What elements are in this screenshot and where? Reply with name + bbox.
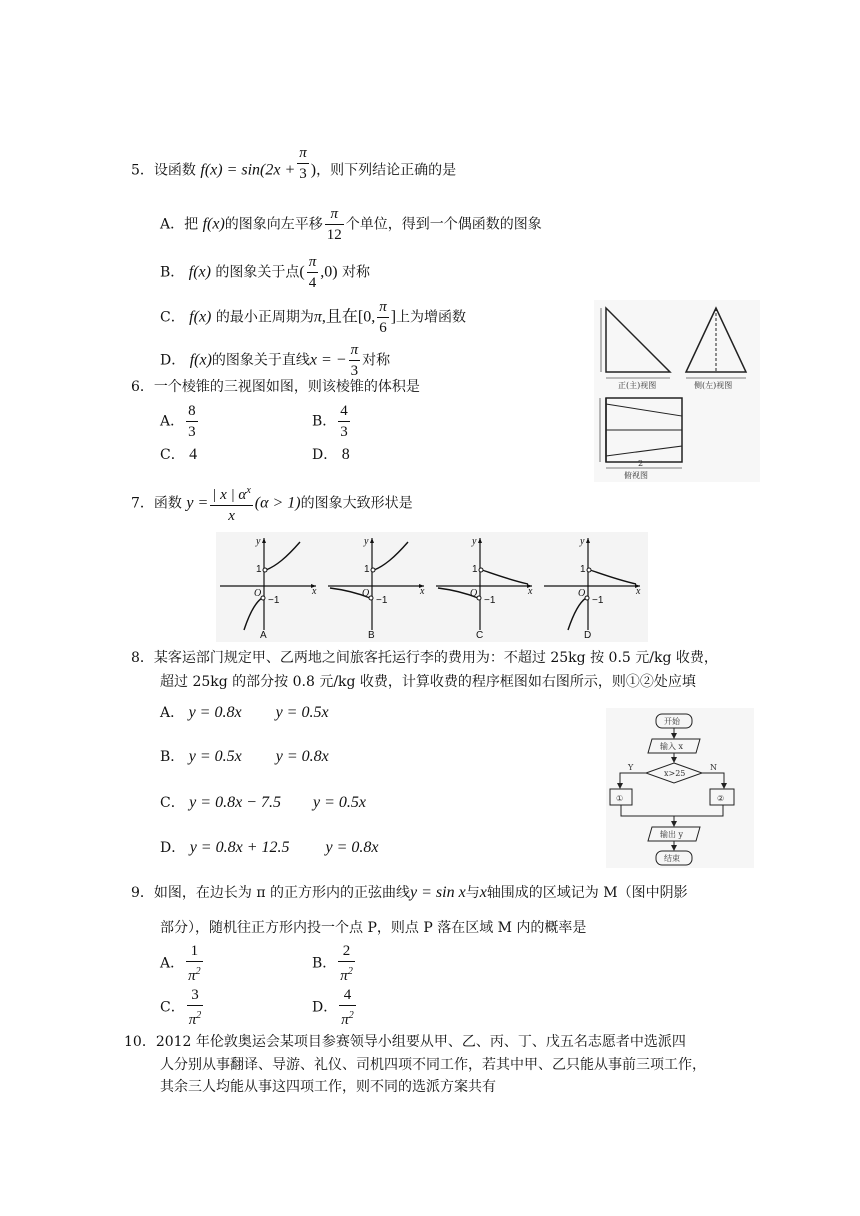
q5-option-a: A．把 f(x)的图象向左平移 $\frac{\pi}{12}$ 个单位，得到一个偶函数的图象 (160, 206, 542, 243)
q6-option-d: D． 8 (312, 446, 350, 463)
q9-option-b: B． $\frac{2}{\pi^2}$ (312, 943, 353, 984)
q5-option-b: B． f(x) 的图象关于点( $\frac{\pi}{4}$ ,0) 对称 (160, 254, 371, 291)
q8-line2: 超过 25kg 的部分按 0.8 元/kg 收费，计算收费的程序框图如右图所示，则①②处应填 (160, 674, 696, 690)
svg-text:2: 2 (638, 459, 644, 468)
svg-text:O: O (362, 588, 370, 599)
svg-text:C: C (476, 630, 484, 641)
q10-line2: 人分别从事翻译、导游、礼仪、司机四项不同工作，若其中甲、乙只能从事前三项工作， (160, 1057, 706, 1073)
q9-line1: 9．如图，在边长为 π 的正方形内的正弦曲线y = sin x与x轴围成的区域记为 M（图中阴影 (131, 884, 688, 901)
q5-fraction: $\frac{\pi}{3}$ (299, 145, 307, 182)
q6-stem: 6．一个棱锥的三视图如图，则该棱锥的体积是 (131, 379, 420, 395)
q8-number: 8． (131, 650, 154, 666)
svg-text:O: O (254, 588, 262, 599)
svg-text:y: y (256, 536, 261, 547)
svg-text:−1: −1 (592, 595, 604, 606)
svg-text:−1: −1 (484, 595, 496, 606)
flowchart (606, 708, 754, 868)
svg-text:结束: 结束 (664, 854, 680, 863)
q7-number: 7． (131, 495, 154, 512)
svg-text:y: y (580, 536, 585, 547)
q10-line3: 其余三人均能从事这四项工作，则不同的选派方案共有 (160, 1079, 496, 1095)
q9-option-c: C． $\frac{3}{\pi^2}$ (160, 987, 202, 1028)
svg-text:−1: −1 (268, 595, 280, 606)
svg-text:1: 1 (364, 564, 370, 575)
q6-option-c: C． 4 (160, 446, 198, 463)
q5-function: f(x) = sin(2x + (200, 161, 296, 179)
svg-text:x>25: x>25 (664, 769, 686, 778)
q5-option-c: C． f(x) 的最小正周期为π,且在[0, $\frac{\pi}{6}$ ]上为增函数 (160, 299, 467, 336)
svg-text:Y: Y (628, 763, 634, 772)
svg-text:1: 1 (580, 564, 586, 575)
q7-graphs (216, 532, 648, 642)
svg-text:①: ① (616, 794, 624, 803)
q6-option-b: B． $\frac{4}{3}$ (312, 403, 348, 440)
svg-text:开始: 开始 (664, 717, 680, 726)
q5-stem: 5．设函数 f(x) = sin(2x + $\frac{\pi}{3}$ )，则下列结论正确的是 (131, 145, 457, 182)
q7-stem: 7．函数 y = $\frac{| x | \alpha^x}{x}$ (α > 1)的图象大致形状是 (131, 482, 413, 525)
q5-option-d: D． f(x)的图象关于直线x = − $\frac{\pi}{3}$ 对称 (160, 342, 391, 379)
svg-text:x: x (312, 586, 317, 597)
q9-line2: 部分），随机往正方形内投一个点 P，则点 P 落在区域 M 内的概率是 (160, 920, 587, 936)
svg-text:y: y (472, 536, 477, 547)
svg-text:x: x (528, 586, 533, 597)
svg-text:x: x (636, 586, 641, 597)
q8-option-a: A． y = 0.8x y = 0.5x (160, 704, 329, 721)
svg-text:B: B (368, 630, 375, 641)
q5-number: 5． (131, 162, 154, 179)
q8-option-c: C． y = 0.8x − 7.5 y = 0.5x (160, 794, 366, 811)
svg-text:O: O (470, 588, 478, 599)
svg-text:正(主)视图: 正(主)视图 (618, 381, 657, 390)
svg-text:1: 1 (256, 564, 262, 575)
svg-text:②: ② (717, 794, 725, 803)
svg-text:N: N (710, 763, 717, 772)
q8-line1: 8．某客运部门规定甲、乙两地之间旅客托运行李的费用为：不超过 25kg 按 0.5 元/kg 收费， (131, 650, 718, 666)
svg-text:输出 y: 输出 y (660, 830, 684, 839)
q10-number: 10． (124, 1034, 156, 1050)
q9-number: 9． (131, 885, 154, 901)
svg-text:1: 1 (472, 564, 478, 575)
svg-text:D: D (584, 630, 592, 641)
q10-line1: 10．2012 年伦敦奥运会某项目参赛领导小组要从甲、乙、丙、丁、戊五名志愿者中选派四 (124, 1034, 686, 1050)
svg-text:O: O (578, 588, 586, 599)
q9-option-a: A． $\frac{1}{\pi^2}$ (160, 943, 201, 984)
svg-text:侧(左)视图: 侧(左)视图 (694, 381, 733, 390)
three-view-figure (594, 300, 760, 482)
svg-text:−1: −1 (376, 595, 388, 606)
svg-text:x: x (420, 586, 425, 597)
svg-text:y: y (364, 536, 369, 547)
q8-option-b: B． y = 0.5x y = 0.8x (160, 748, 329, 765)
svg-text:输入 x: 输入 x (660, 742, 684, 751)
q9-option-d: D． $\frac{4}{\pi^2}$ (312, 987, 354, 1028)
q6-option-a: A． $\frac{8}{3}$ (160, 403, 196, 440)
svg-text:A: A (260, 630, 267, 641)
q6-number: 6． (131, 379, 154, 395)
svg-text:俯视图: 俯视图 (624, 471, 648, 480)
q8-option-d: D． y = 0.8x + 12.5 y = 0.8x (160, 839, 379, 856)
